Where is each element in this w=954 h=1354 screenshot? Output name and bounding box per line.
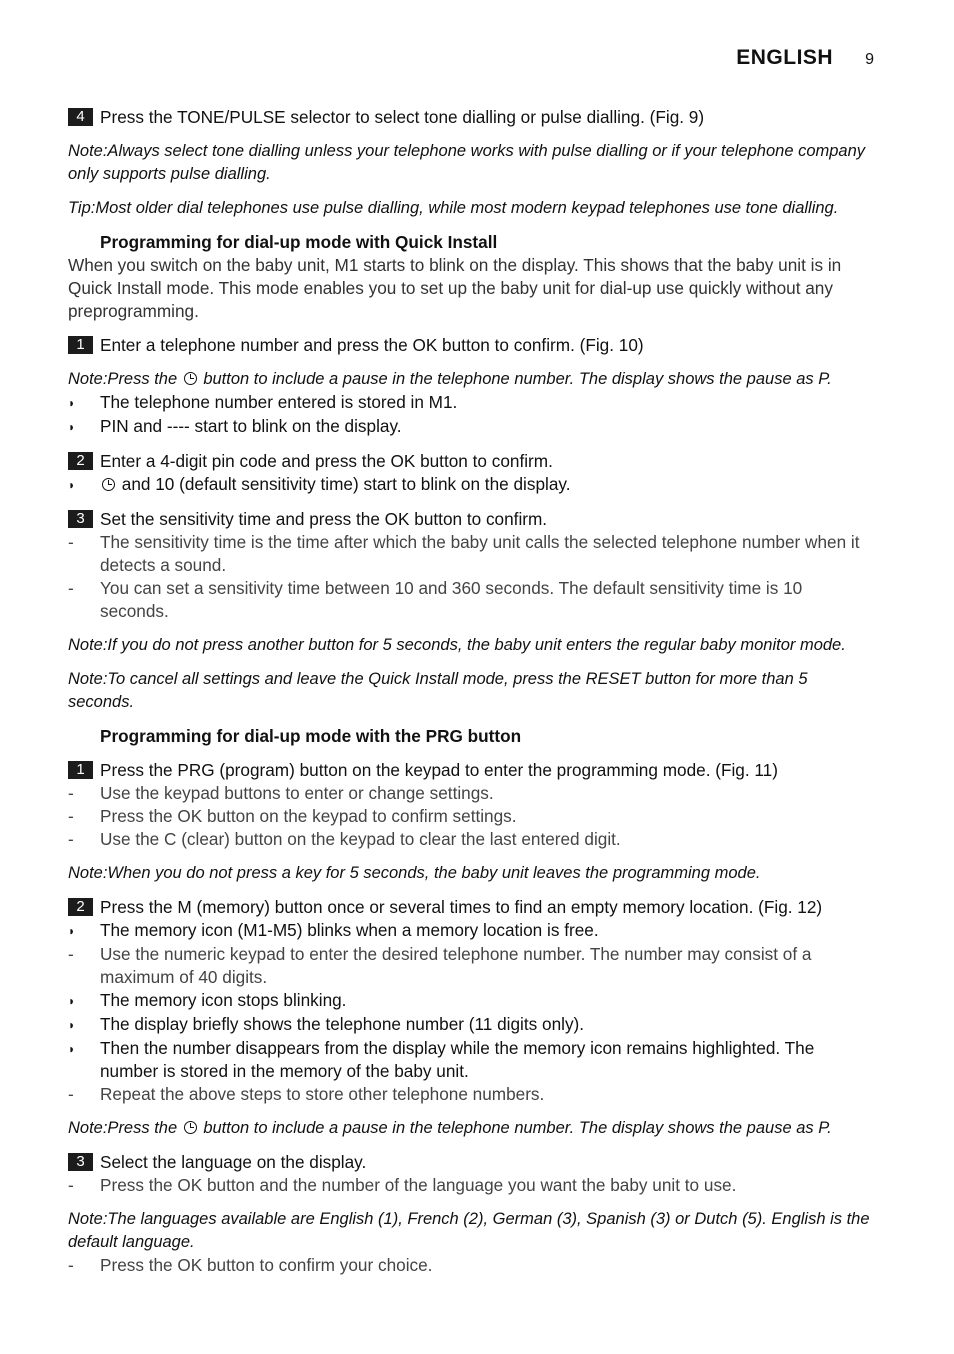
step-text: Set the sensitivity time and press the OK button to confirm. (100, 509, 548, 529)
step-number: 2 (68, 898, 93, 916)
step-pin-code (68, 450, 874, 473)
dash-marker: - (68, 1175, 74, 1195)
arrow-marker-icon: ◗ (68, 478, 76, 492)
dash-marker: - (68, 578, 74, 598)
note-text-b: button to include a pause in the telephone number. The display shows the pause as P. (203, 370, 832, 388)
note-pause-2 (68, 1117, 874, 1140)
step-number: 2 (68, 452, 93, 470)
section-heading-prg: Programming for dial-up mode with the PRG button (100, 726, 522, 746)
result-item (68, 1013, 874, 1037)
arrow-marker-icon: ◗ (68, 1018, 76, 1032)
step-number: 4 (68, 108, 93, 126)
dash-item (68, 943, 874, 989)
arrow-marker-icon: ◗ (68, 924, 76, 938)
dash-item (68, 577, 874, 623)
result-text: The telephone number entered is stored in M1. (100, 392, 458, 412)
result-item (68, 919, 874, 943)
step-memory-button (68, 896, 874, 919)
note-text-b: button to include a pause in the telephone number. The display shows the pause as P. (203, 1119, 832, 1137)
tip-pulse-dialling: Tip:Most older dial telephones use pulse dialling, while most modern keypad telephones use tone dialling. (68, 199, 839, 217)
quick-install-intro: When you switch on the baby unit, M1 starts to blink on the display. This shows that the baby unit is in Quick Install mode. This mode enables you to set up the baby unit for dial-up use quickly without any preprogramming. (68, 255, 842, 321)
note-timeout: Note:If you do not press another button for 5 seconds, the baby unit enters the regular baby monitor mode. (68, 636, 846, 654)
arrow-marker-icon: ◗ (68, 1042, 76, 1056)
language-label: ENGLISH (736, 46, 834, 69)
step-text: Press the PRG (program) button on the keypad to enter the programming mode. (Fig. 11) (100, 760, 778, 780)
dash-text: Use the numeric keypad to enter the desired telephone number. The number may consist of a maximum of 40 digits. (100, 944, 812, 987)
page-number: 9 (865, 51, 874, 68)
arrow-marker-icon: ◗ (68, 396, 76, 410)
note-text-a: Note:Press the (68, 1119, 178, 1137)
result-text: The memory icon (M1-M5) blinks when a memory location is free. (100, 920, 599, 940)
result-item (68, 1037, 874, 1083)
dash-marker: - (68, 944, 74, 964)
section-heading-quick-install: Programming for dial-up mode with Quick Install (100, 232, 498, 252)
result-item (68, 391, 874, 415)
dash-text: Use the keypad buttons to enter or change settings. (100, 783, 494, 803)
result-text: The memory icon stops blinking. (100, 990, 347, 1010)
step-prg-button (68, 759, 874, 782)
dash-text: Press the OK button on the keypad to confirm settings. (100, 806, 517, 826)
result-text: Then the number disappears from the display while the memory icon remains highlighted. The number is stored in the memory of the baby unit. (100, 1038, 815, 1081)
dash-text: Press the OK button to confirm your choice. (100, 1255, 433, 1275)
dash-item (68, 1174, 874, 1197)
result-item (68, 473, 874, 497)
dash-item (68, 782, 874, 805)
step-text: Press the TONE/PULSE selector to select tone dialling or pulse dialling. (Fig. 9) (100, 107, 705, 127)
note-languages: Note:The languages available are English (1), French (2), German (3), Spanish (3) or Dutch (5). English is the default language. (68, 1210, 870, 1251)
note-reset: Note:To cancel all settings and leave the Quick Install mode, press the RESET button for more than 5 seconds. (68, 670, 808, 711)
dash-text: Repeat the above steps to store other telephone numbers. (100, 1084, 545, 1104)
page-content (68, 106, 874, 1277)
step-number: 1 (68, 761, 93, 779)
result-text: The display briefly shows the telephone number (11 digits only). (100, 1014, 585, 1034)
step-text: Enter a 4-digit pin code and press the OK button to confirm. (100, 451, 553, 471)
step-select-language (68, 1151, 874, 1174)
result-item (68, 415, 874, 439)
result-text: PIN and ---- start to blink on the display. (100, 416, 402, 436)
page-header (736, 46, 874, 70)
dash-text: The sensitivity time is the time after which the baby unit calls the selected telephone number when it detects a sound. (100, 532, 860, 575)
dash-item (68, 531, 874, 577)
dash-item (68, 828, 874, 851)
step-number: 1 (68, 336, 93, 354)
dash-marker: - (68, 783, 74, 803)
step-text: Press the M (memory) button once or several times to find an empty memory location. (Fig. 12) (100, 897, 823, 917)
dash-marker: - (68, 1255, 74, 1275)
step-number: 3 (68, 1153, 93, 1171)
step-text: Enter a telephone number and press the OK button to confirm. (Fig. 10) (100, 335, 644, 355)
dash-item (68, 1083, 874, 1106)
dash-marker: - (68, 829, 74, 849)
arrow-marker-icon: ◗ (68, 420, 76, 434)
dash-marker: - (68, 1084, 74, 1104)
dash-text: Press the OK button and the number of the language you want the baby unit to use. (100, 1175, 737, 1195)
step-sensitivity (68, 508, 874, 531)
dash-item (68, 805, 874, 828)
step-tone-pulse (68, 106, 874, 129)
note-pause (68, 368, 874, 391)
clock-icon (184, 372, 197, 385)
clock-icon (184, 1121, 197, 1134)
result-item (68, 989, 874, 1013)
step-number: 3 (68, 510, 93, 528)
step-enter-number (68, 334, 874, 357)
dash-text: Use the C (clear) button on the keypad to clear the last entered digit. (100, 829, 621, 849)
step-text: Select the language on the display. (100, 1152, 367, 1172)
dash-item (68, 1254, 874, 1277)
result-text: and 10 (default sensitivity time) start to blink on the display. (121, 474, 571, 494)
dash-text: You can set a sensitivity time between 10 and 360 seconds. The default sensitivity time is 10 seconds. (100, 578, 803, 621)
dash-marker: - (68, 532, 74, 552)
note-programming-timeout: Note:When you do not press a key for 5 seconds, the baby unit leaves the programming mode. (68, 864, 761, 882)
note-text-a: Note:Press the (68, 370, 178, 388)
note-tone-dialling: Note:Always select tone dialling unless your telephone works with pulse dialling or if your telephone company only supports pulse dialling. (68, 142, 866, 183)
dash-marker: - (68, 806, 74, 826)
arrow-marker-icon: ◗ (68, 994, 76, 1008)
clock-icon (102, 478, 115, 491)
